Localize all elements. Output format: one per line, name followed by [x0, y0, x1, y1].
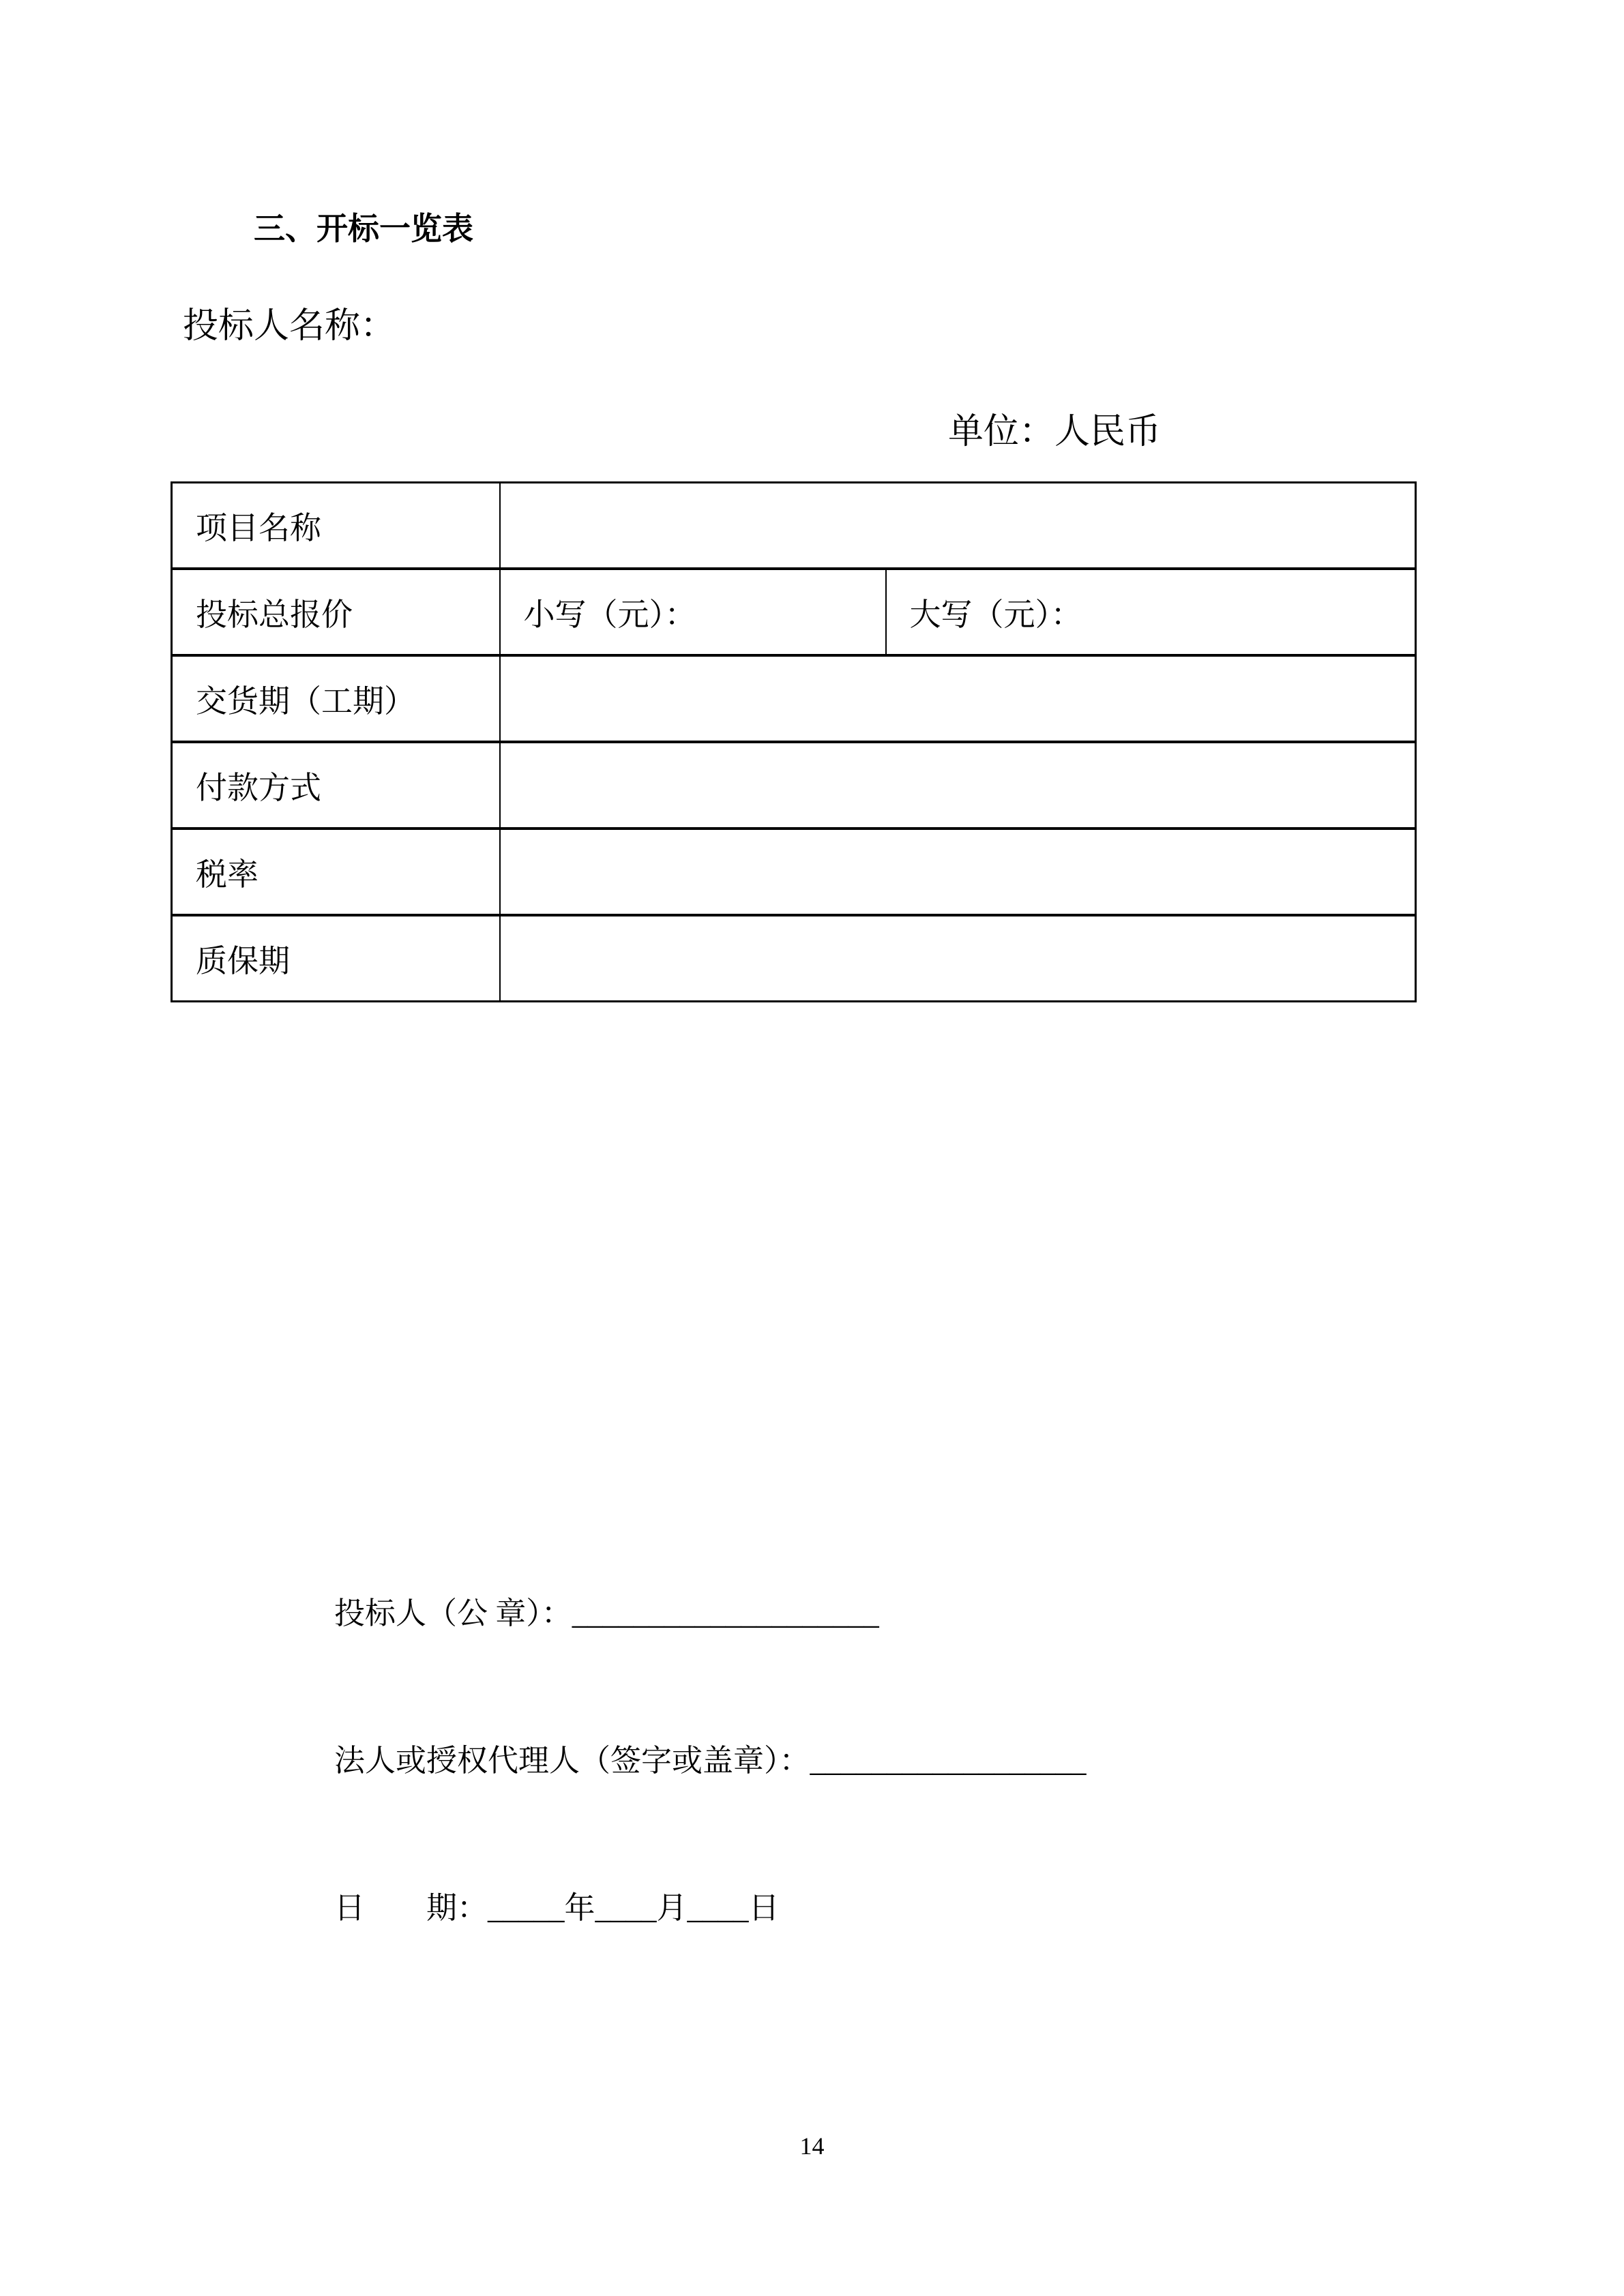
table-row — [172, 915, 1416, 1002]
tax-rate-cell — [500, 829, 1416, 915]
row-label-total-bid-price: 投标总报价 — [172, 569, 500, 655]
bid-price-lowercase-cell: 小写（元）： — [500, 569, 886, 655]
table-row — [172, 742, 1416, 829]
bidder-name-label: 投标人名称： — [183, 307, 396, 346]
bid-opening-table — [171, 481, 1417, 1002]
bidder-seal-line: 投标人（公 章）：____________________ — [334, 1596, 879, 1630]
table-row — [172, 483, 1416, 569]
warranty-period-cell — [500, 915, 1416, 1002]
table-row — [172, 829, 1416, 915]
row-label-warranty-period: 质保期 — [172, 915, 500, 1002]
delivery-period-cell — [500, 655, 1416, 742]
date-line: 日 期：_____年____月____日 — [334, 1891, 780, 1925]
row-label-delivery-period: 交货期（工期） — [172, 655, 500, 742]
currency-unit-label: 单位：人民币 — [948, 413, 1162, 451]
bid-price-uppercase-cell: 大写（元）： — [886, 569, 1416, 655]
page-title: 三、开标一览表 — [254, 211, 473, 246]
signature-block — [334, 1491, 1087, 2031]
table-row — [172, 569, 1416, 655]
payment-method-cell — [500, 742, 1416, 829]
row-label-project-name: 项目名称 — [172, 483, 500, 569]
project-name-cell — [500, 483, 1416, 569]
table-row — [172, 655, 1416, 742]
legal-agent-signature-line: 法人或授权代理人（签字或盖章）：__________________ — [334, 1744, 1087, 1778]
row-label-payment-method: 付款方式 — [172, 742, 500, 829]
page-number: 14 — [799, 2132, 825, 2160]
row-label-tax-rate: 税率 — [172, 829, 500, 915]
